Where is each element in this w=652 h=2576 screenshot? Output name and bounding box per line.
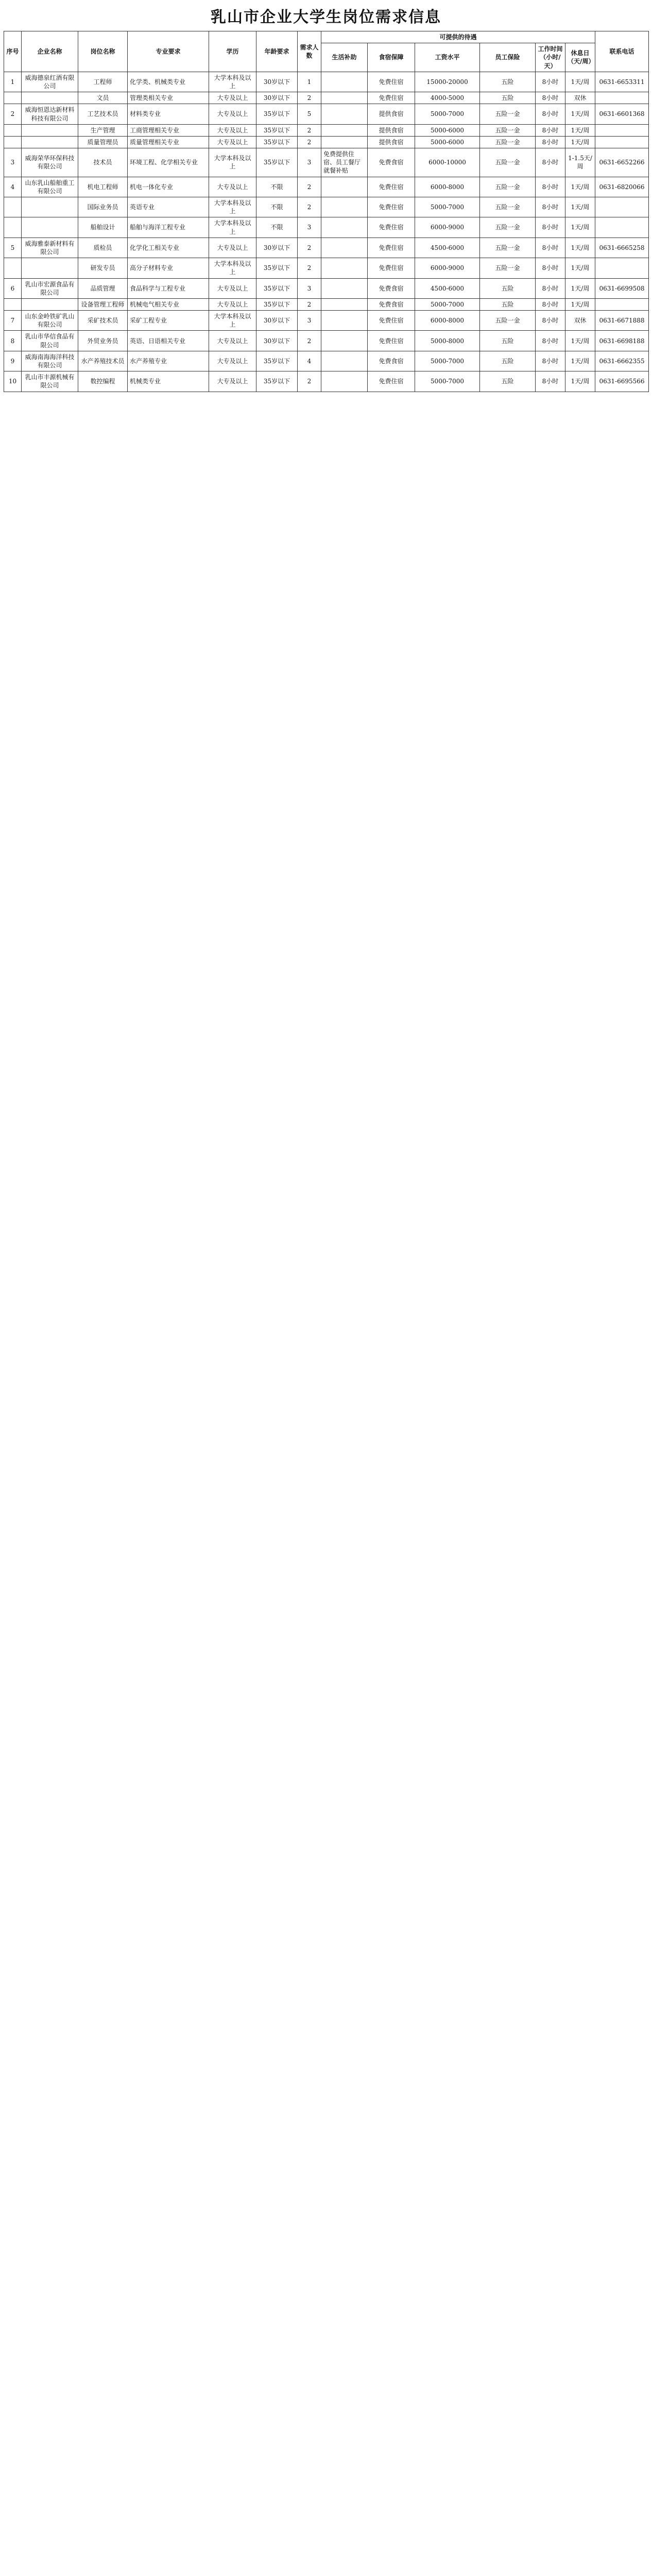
table-row xyxy=(4,92,649,104)
cell-no xyxy=(4,258,22,278)
cell-no: 3 xyxy=(4,148,22,177)
cell-living xyxy=(321,136,368,148)
cell-age: 35岁以下 xyxy=(256,148,298,177)
cell-age: 不限 xyxy=(256,177,298,197)
header-housing: 食宿保障 xyxy=(368,43,415,72)
cell-no: 5 xyxy=(4,238,22,258)
cell-count: 3 xyxy=(298,311,321,331)
cell-age: 35岁以下 xyxy=(256,104,298,124)
cell-age: 30岁以下 xyxy=(256,92,298,104)
cell-age: 35岁以下 xyxy=(256,258,298,278)
cell-position: 设备管理工程师 xyxy=(78,298,128,310)
cell-company: 威海雅泰新材料有限公司 xyxy=(22,238,78,258)
cell-position: 质检员 xyxy=(78,238,128,258)
cell-housing: 免费食宿 xyxy=(368,298,415,310)
cell-housing: 提供食宿 xyxy=(368,124,415,136)
cell-count: 3 xyxy=(298,148,321,177)
page-title: 乳山市企业大学生岗位需求信息 xyxy=(211,8,441,26)
cell-age: 30岁以下 xyxy=(256,311,298,331)
cell-salary: 4000-5000 xyxy=(415,92,480,104)
cell-contact xyxy=(595,92,649,104)
cell-rest: 1天/周 xyxy=(565,177,595,197)
cell-requirement: 工商管理相关专业 xyxy=(128,124,209,136)
cell-insurance: 五险 xyxy=(480,371,536,392)
cell-salary: 4500-6000 xyxy=(415,238,480,258)
cell-count: 4 xyxy=(298,351,321,371)
header-contact: 联系电话 xyxy=(595,31,649,72)
table-row xyxy=(4,351,649,371)
cell-count: 2 xyxy=(298,177,321,197)
cell-hours: 8小时 xyxy=(536,197,565,217)
cell-rest: 1天/周 xyxy=(565,278,595,298)
cell-rest: 双休 xyxy=(565,311,595,331)
cell-count: 2 xyxy=(298,136,321,148)
cell-living xyxy=(321,72,368,92)
cell-company: 威海恒恩达新材料科技有限公司 xyxy=(22,104,78,124)
cell-housing: 免费住宿 xyxy=(368,197,415,217)
table-row xyxy=(4,72,649,92)
cell-salary: 6000-9000 xyxy=(415,258,480,278)
cell-company xyxy=(22,298,78,310)
cell-hours: 8小时 xyxy=(536,331,565,351)
cell-no xyxy=(4,298,22,310)
cell-living xyxy=(321,258,368,278)
cell-salary: 6000-10000 xyxy=(415,148,480,177)
cell-education: 大专及以上 xyxy=(209,136,256,148)
cell-rest: 1天/周 xyxy=(565,136,595,148)
cell-contact: 0631-6601368 xyxy=(595,104,649,124)
cell-salary: 6000-8000 xyxy=(415,177,480,197)
cell-age: 35岁以下 xyxy=(256,351,298,371)
cell-hours: 8小时 xyxy=(536,351,565,371)
cell-position: 水产养殖技术员 xyxy=(78,351,128,371)
cell-insurance: 五险一金 xyxy=(480,148,536,177)
cell-insurance: 五险一金 xyxy=(480,258,536,278)
cell-hours: 8小时 xyxy=(536,298,565,310)
cell-requirement: 机电一体化专业 xyxy=(128,177,209,197)
cell-position: 文员 xyxy=(78,92,128,104)
cell-salary: 5000-7000 xyxy=(415,197,480,217)
cell-hours: 8小时 xyxy=(536,136,565,148)
cell-count: 3 xyxy=(298,217,321,238)
cell-education: 大专及以上 xyxy=(209,298,256,310)
cell-salary: 5000-7000 xyxy=(415,104,480,124)
cell-age: 35岁以下 xyxy=(256,278,298,298)
jobs-table-body xyxy=(4,72,649,392)
header-education: 学历 xyxy=(209,31,256,72)
cell-housing: 免费住宿 xyxy=(368,177,415,197)
table-row xyxy=(4,148,649,177)
cell-education: 大学本科及以上 xyxy=(209,72,256,92)
cell-count: 2 xyxy=(298,124,321,136)
cell-age: 不限 xyxy=(256,217,298,238)
cell-rest: 1天/周 xyxy=(565,124,595,136)
cell-housing: 免费食宿 xyxy=(368,148,415,177)
cell-position: 国际业务员 xyxy=(78,197,128,217)
cell-living xyxy=(321,311,368,331)
cell-rest: 1天/周 xyxy=(565,351,595,371)
header-age: 年龄要求 xyxy=(256,31,298,72)
cell-no xyxy=(4,197,22,217)
cell-hours: 8小时 xyxy=(536,371,565,392)
cell-education: 大专及以上 xyxy=(209,177,256,197)
cell-salary: 5000-8000 xyxy=(415,331,480,351)
cell-position: 生产管理 xyxy=(78,124,128,136)
cell-position: 工艺技术员 xyxy=(78,104,128,124)
cell-insurance: 五险一金 xyxy=(480,217,536,238)
cell-contact: 0631-6695566 xyxy=(595,371,649,392)
cell-living xyxy=(321,371,368,392)
cell-housing: 免费住宿 xyxy=(368,72,415,92)
table-row xyxy=(4,104,649,124)
cell-contact: 0631-6671888 xyxy=(595,311,649,331)
cell-salary: 5000-7000 xyxy=(415,371,480,392)
cell-insurance: 五险 xyxy=(480,92,536,104)
cell-insurance: 五险 xyxy=(480,298,536,310)
cell-rest: 1天/周 xyxy=(565,217,595,238)
cell-no: 2 xyxy=(4,104,22,124)
cell-hours: 8小时 xyxy=(536,148,565,177)
cell-requirement: 化学类、机械类专业 xyxy=(128,72,209,92)
cell-living xyxy=(321,197,368,217)
cell-rest: 1-1.5天/周 xyxy=(565,148,595,177)
header-requirement: 专业要求 xyxy=(128,31,209,72)
cell-contact xyxy=(595,298,649,310)
table-row xyxy=(4,371,649,392)
cell-requirement: 食品科学与工程专业 xyxy=(128,278,209,298)
cell-education: 大专及以上 xyxy=(209,124,256,136)
cell-no xyxy=(4,136,22,148)
cell-education: 大学本科及以上 xyxy=(209,217,256,238)
cell-requirement: 水产养殖专业 xyxy=(128,351,209,371)
header-hours: 工作时间（小时/天） xyxy=(536,43,565,72)
table-row xyxy=(4,311,649,331)
header-salary-group: 可提供的待遇 xyxy=(321,31,595,43)
cell-requirement: 采矿工程专业 xyxy=(128,311,209,331)
cell-rest: 1天/周 xyxy=(565,258,595,278)
cell-rest: 1天/周 xyxy=(565,331,595,351)
cell-company xyxy=(22,217,78,238)
cell-hours: 8小时 xyxy=(536,124,565,136)
table-row xyxy=(4,238,649,258)
cell-requirement: 船舶与海洋工程专业 xyxy=(128,217,209,238)
cell-education: 大学本科及以上 xyxy=(209,311,256,331)
cell-company: 乳山市宏源食品有限公司 xyxy=(22,278,78,298)
cell-contact xyxy=(595,136,649,148)
cell-living xyxy=(321,298,368,310)
cell-count: 2 xyxy=(298,331,321,351)
cell-living xyxy=(321,217,368,238)
table-row xyxy=(4,124,649,136)
cell-no xyxy=(4,124,22,136)
cell-insurance: 五险 xyxy=(480,278,536,298)
cell-count: 1 xyxy=(298,72,321,92)
cell-count: 2 xyxy=(298,371,321,392)
cell-living xyxy=(321,278,368,298)
jobs-table xyxy=(4,31,649,392)
cell-count: 2 xyxy=(298,92,321,104)
table-row xyxy=(4,136,649,148)
cell-insurance: 五险一金 xyxy=(480,124,536,136)
cell-hours: 8小时 xyxy=(536,217,565,238)
cell-insurance: 五险一金 xyxy=(480,177,536,197)
cell-position: 质量管理员 xyxy=(78,136,128,148)
cell-age: 35岁以下 xyxy=(256,124,298,136)
cell-company xyxy=(22,136,78,148)
cell-count: 2 xyxy=(298,258,321,278)
cell-age: 30岁以下 xyxy=(256,331,298,351)
cell-contact xyxy=(595,124,649,136)
cell-requirement: 材料类专业 xyxy=(128,104,209,124)
cell-position: 采矿技术员 xyxy=(78,311,128,331)
cell-housing: 免费住宿 xyxy=(368,238,415,258)
table-row xyxy=(4,331,649,351)
cell-age: 不限 xyxy=(256,197,298,217)
table-header-row xyxy=(4,31,649,43)
cell-insurance: 五险一金 xyxy=(480,197,536,217)
cell-no xyxy=(4,92,22,104)
cell-hours: 8小时 xyxy=(536,104,565,124)
cell-education: 大专及以上 xyxy=(209,238,256,258)
cell-requirement: 英语专业 xyxy=(128,197,209,217)
table-row xyxy=(4,177,649,197)
cell-insurance: 五险 xyxy=(480,331,536,351)
cell-requirement: 机械类专业 xyxy=(128,371,209,392)
cell-requirement: 机械电气相关专业 xyxy=(128,298,209,310)
header-company: 企业名称 xyxy=(22,31,78,72)
cell-rest: 1天/周 xyxy=(565,104,595,124)
cell-insurance: 五险 xyxy=(480,72,536,92)
cell-contact xyxy=(595,217,649,238)
cell-salary: 15000-20000 xyxy=(415,72,480,92)
cell-hours: 8小时 xyxy=(536,311,565,331)
table-row xyxy=(4,278,649,298)
cell-hours: 8小时 xyxy=(536,238,565,258)
cell-count: 3 xyxy=(298,278,321,298)
cell-company: 乳山市华信食品有限公司 xyxy=(22,331,78,351)
cell-rest: 1天/周 xyxy=(565,197,595,217)
cell-hours: 8小时 xyxy=(536,177,565,197)
cell-age: 30岁以下 xyxy=(256,72,298,92)
cell-housing: 免费住宿 xyxy=(368,371,415,392)
cell-no: 9 xyxy=(4,351,22,371)
cell-housing: 免费住宿 xyxy=(368,92,415,104)
cell-contact: 0631-6820066 xyxy=(595,177,649,197)
cell-company xyxy=(22,258,78,278)
cell-education: 大专及以上 xyxy=(209,371,256,392)
cell-age: 30岁以下 xyxy=(256,238,298,258)
cell-insurance: 五险一金 xyxy=(480,104,536,124)
cell-company xyxy=(22,124,78,136)
header-rest: 休息日（天/周） xyxy=(565,43,595,72)
cell-education: 大专及以上 xyxy=(209,92,256,104)
cell-contact: 0631-6652266 xyxy=(595,148,649,177)
cell-housing: 提供食宿 xyxy=(368,136,415,148)
cell-position: 品质管理 xyxy=(78,278,128,298)
cell-no: 7 xyxy=(4,311,22,331)
cell-living xyxy=(321,331,368,351)
cell-company xyxy=(22,92,78,104)
table-row xyxy=(4,217,649,238)
cell-company: 山东乳山船舶重工有限公司 xyxy=(22,177,78,197)
table-row xyxy=(4,258,649,278)
cell-salary: 5000-6000 xyxy=(415,136,480,148)
cell-company: 威海荣华环保科技有限公司 xyxy=(22,148,78,177)
cell-salary: 5000-7000 xyxy=(415,298,480,310)
cell-requirement: 管理类相关专业 xyxy=(128,92,209,104)
cell-insurance: 五险 xyxy=(480,351,536,371)
cell-salary: 5000-6000 xyxy=(415,124,480,136)
cell-company: 威海南海海洋科技有限公司 xyxy=(22,351,78,371)
cell-company xyxy=(22,197,78,217)
cell-rest: 1天/周 xyxy=(565,72,595,92)
cell-requirement: 高分子材料专业 xyxy=(128,258,209,278)
cell-salary: 4500-6000 xyxy=(415,278,480,298)
cell-no: 4 xyxy=(4,177,22,197)
cell-contact xyxy=(595,258,649,278)
cell-housing: 免费住宿 xyxy=(368,311,415,331)
cell-living xyxy=(321,351,368,371)
cell-requirement: 环境工程、化学相关专业 xyxy=(128,148,209,177)
cell-education: 大学本科及以上 xyxy=(209,197,256,217)
header-no: 序号 xyxy=(4,31,22,72)
cell-age: 35岁以下 xyxy=(256,371,298,392)
cell-living xyxy=(321,238,368,258)
cell-housing: 提供食宿 xyxy=(368,104,415,124)
cell-position: 技术员 xyxy=(78,148,128,177)
cell-no xyxy=(4,217,22,238)
cell-age: 35岁以下 xyxy=(256,136,298,148)
cell-count: 2 xyxy=(298,298,321,310)
header-count: 需求人数 xyxy=(298,31,321,72)
cell-salary: 6000-9000 xyxy=(415,217,480,238)
cell-living xyxy=(321,124,368,136)
cell-contact: 0631-6698188 xyxy=(595,331,649,351)
cell-count: 2 xyxy=(298,197,321,217)
cell-housing: 免费住宿 xyxy=(368,217,415,238)
cell-age: 35岁以下 xyxy=(256,298,298,310)
cell-education: 大专及以上 xyxy=(209,351,256,371)
cell-count: 5 xyxy=(298,104,321,124)
cell-education: 大专及以上 xyxy=(209,331,256,351)
cell-company: 威海德泉红酒有限公司 xyxy=(22,72,78,92)
cell-housing: 免费住宿 xyxy=(368,258,415,278)
cell-hours: 8小时 xyxy=(536,92,565,104)
cell-hours: 8小时 xyxy=(536,258,565,278)
cell-no: 10 xyxy=(4,371,22,392)
cell-insurance: 五险一金 xyxy=(480,238,536,258)
cell-education: 大学本科及以上 xyxy=(209,258,256,278)
cell-contact: 0631-6699508 xyxy=(595,278,649,298)
cell-position: 工程师 xyxy=(78,72,128,92)
cell-housing: 免费食宿 xyxy=(368,351,415,371)
cell-requirement: 质量管理相关专业 xyxy=(128,136,209,148)
cell-company: 山东金岭铁矿乳山有限公司 xyxy=(22,311,78,331)
cell-living: 免费提供住宿、员工餐厅就餐补贴 xyxy=(321,148,368,177)
cell-salary: 6000-8000 xyxy=(415,311,480,331)
header-living: 生活补助 xyxy=(321,43,368,72)
cell-education: 大专及以上 xyxy=(209,104,256,124)
cell-contact: 0631-6662355 xyxy=(595,351,649,371)
cell-hours: 8小时 xyxy=(536,278,565,298)
cell-no: 8 xyxy=(4,331,22,351)
cell-position: 研发专员 xyxy=(78,258,128,278)
cell-education: 大学本科及以上 xyxy=(209,148,256,177)
cell-salary: 5000-7000 xyxy=(415,351,480,371)
cell-housing: 免费住宿 xyxy=(368,331,415,351)
cell-living xyxy=(321,177,368,197)
cell-hours: 8小时 xyxy=(536,72,565,92)
cell-rest: 1天/周 xyxy=(565,298,595,310)
cell-position: 数控编程 xyxy=(78,371,128,392)
table-row xyxy=(4,197,649,217)
header-insurance: 员工保险 xyxy=(480,43,536,72)
header-salary: 工资水平 xyxy=(415,43,480,72)
cell-contact: 0631-6665258 xyxy=(595,238,649,258)
cell-position: 船舶设计 xyxy=(78,217,128,238)
cell-living xyxy=(321,92,368,104)
cell-insurance: 五险一金 xyxy=(480,311,536,331)
cell-housing: 免费食宿 xyxy=(368,278,415,298)
cell-company: 乳山市丰源机械有限公司 xyxy=(22,371,78,392)
cell-requirement: 英语、日语相关专业 xyxy=(128,331,209,351)
cell-no: 1 xyxy=(4,72,22,92)
table-row xyxy=(4,298,649,310)
cell-living xyxy=(321,104,368,124)
cell-requirement: 化学化工相关专业 xyxy=(128,238,209,258)
cell-contact: 0631-6653311 xyxy=(595,72,649,92)
header-position: 岗位名称 xyxy=(78,31,128,72)
cell-contact xyxy=(595,197,649,217)
cell-position: 外贸业务员 xyxy=(78,331,128,351)
cell-count: 2 xyxy=(298,238,321,258)
cell-rest: 双休 xyxy=(565,92,595,104)
cell-no: 6 xyxy=(4,278,22,298)
cell-insurance: 五险一金 xyxy=(480,136,536,148)
cell-position: 机电工程师 xyxy=(78,177,128,197)
cell-rest: 1天/周 xyxy=(565,238,595,258)
cell-rest: 1天/周 xyxy=(565,371,595,392)
cell-education: 大专及以上 xyxy=(209,278,256,298)
